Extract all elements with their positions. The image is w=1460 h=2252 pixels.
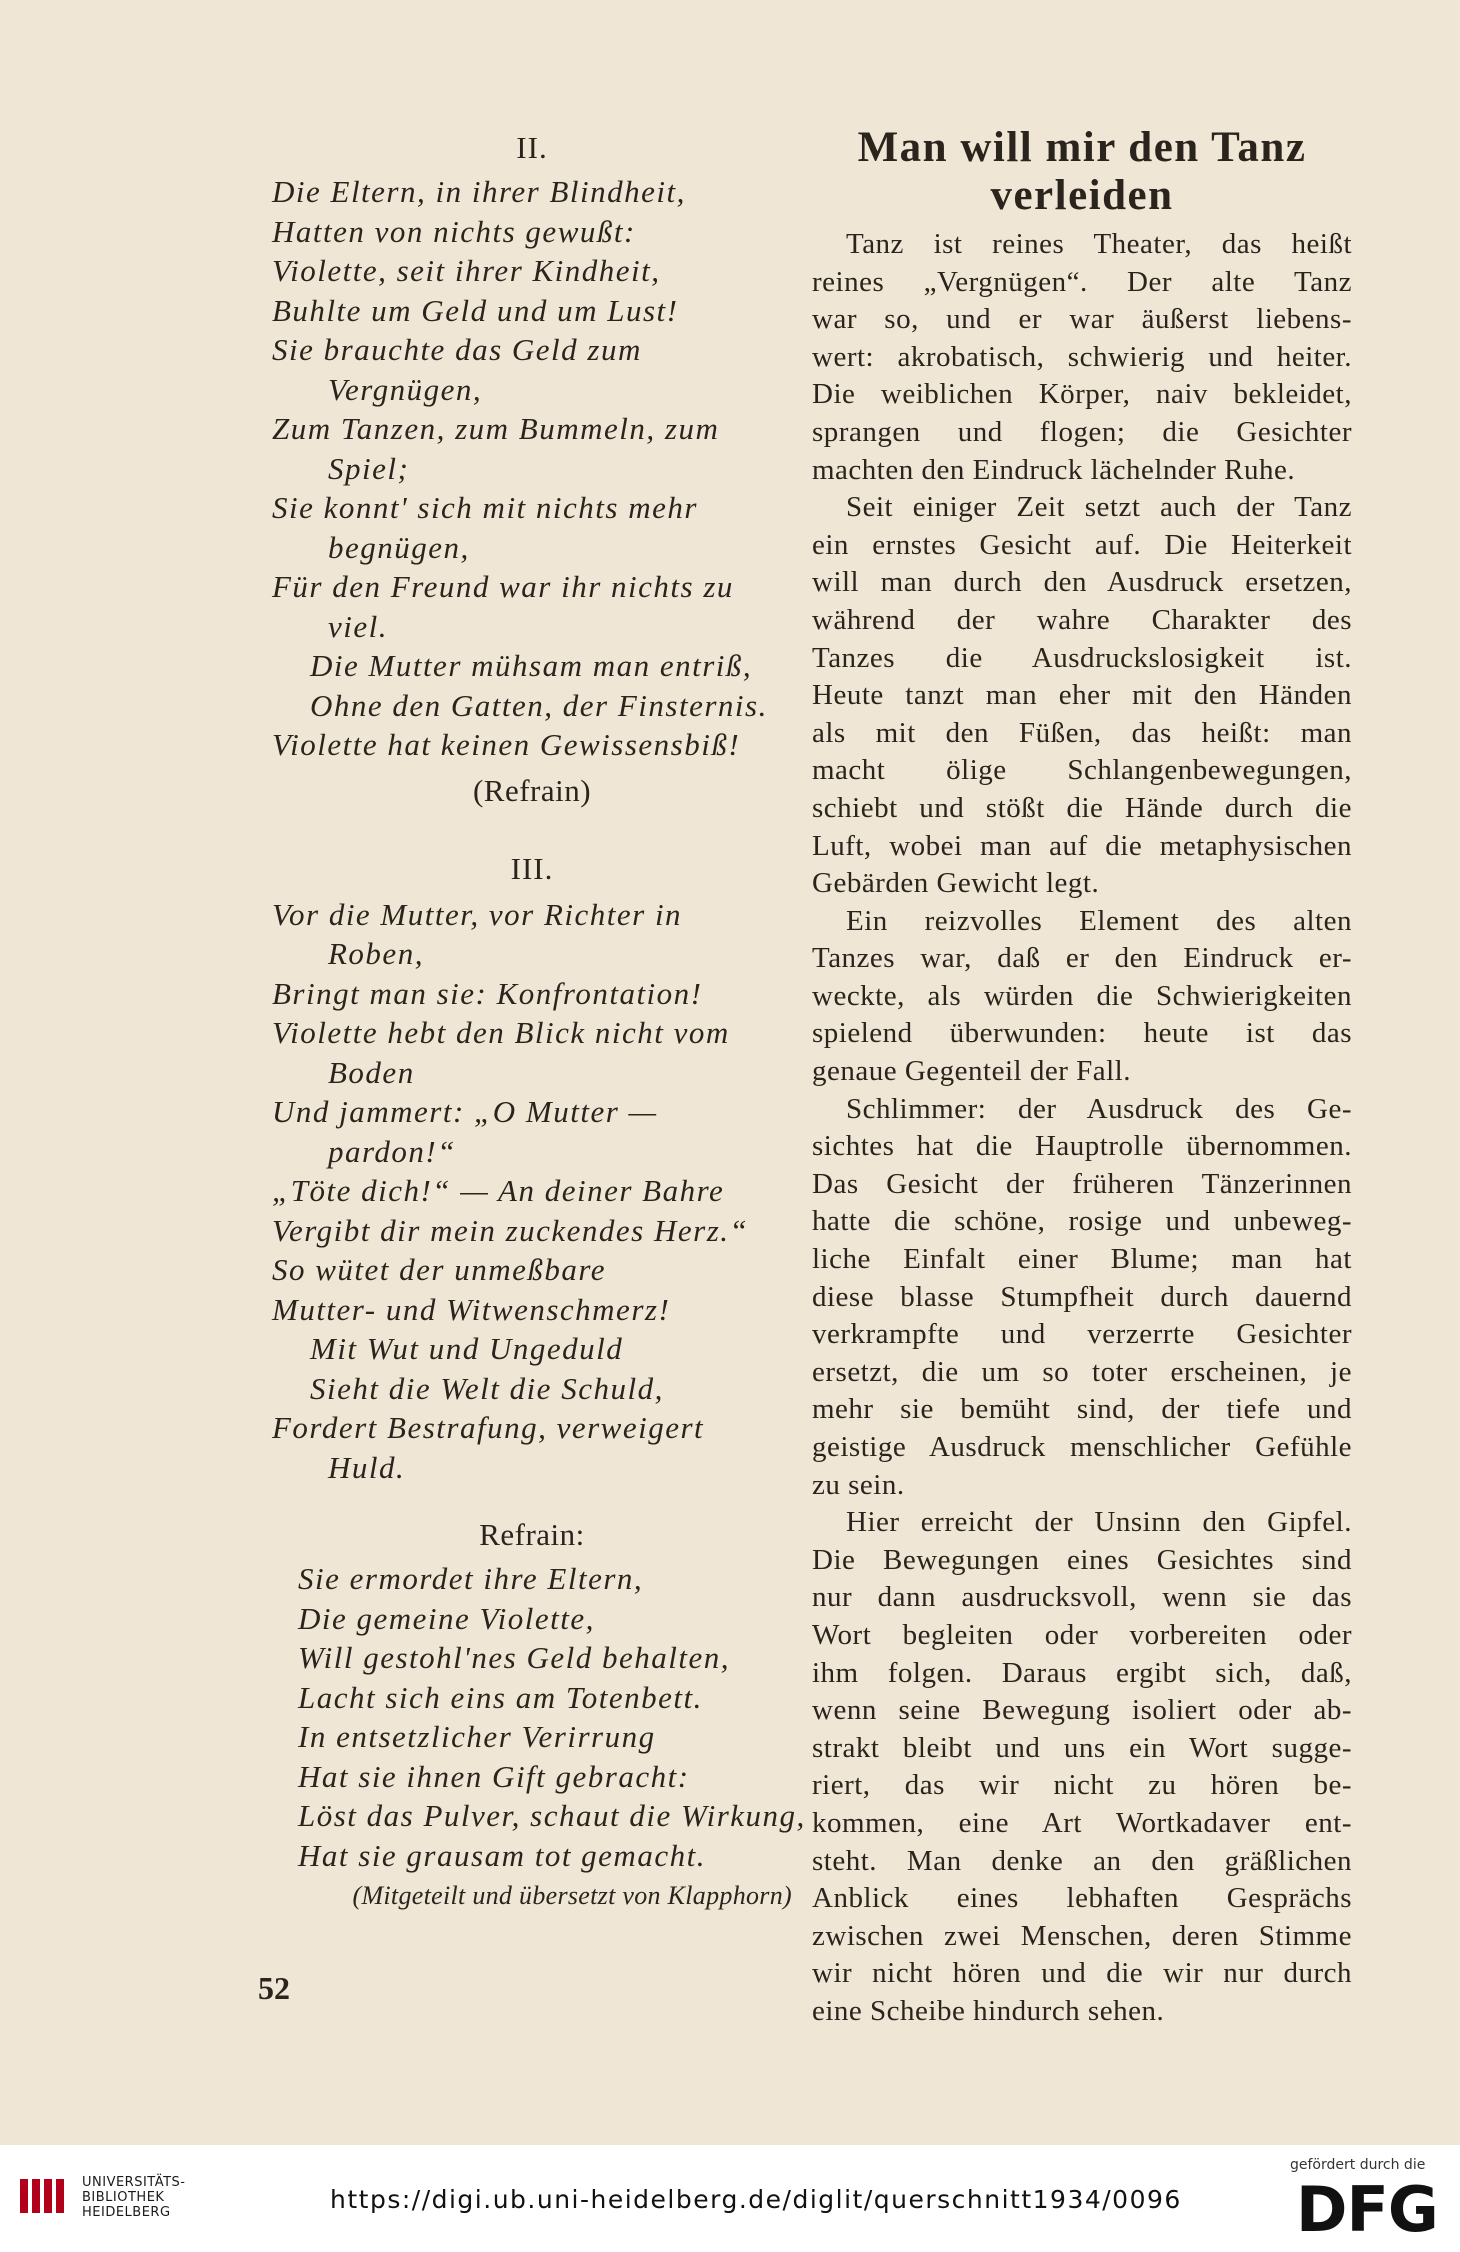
article-line: Tanz ist reines Theater, das heißt xyxy=(846,228,1352,260)
verse-line: Und jammert: „O Mutter — xyxy=(272,1094,658,1129)
article-line: zwischen zwei Menschen, deren Stimme xyxy=(812,1919,1352,1952)
article-line: weckte, als würden die Schwierigkeiten xyxy=(812,979,1352,1012)
article-line: reines „Vergnügen“. Der alte Tanz xyxy=(812,265,1352,298)
article-line: Die Bewegungen eines Gesichtes sind xyxy=(812,1543,1352,1576)
stanza-ii xyxy=(272,172,792,765)
article-line: liche Einfalt einer Blume; man hat xyxy=(812,1243,1352,1276)
verse-line: Buhlte um Geld und um Lust! xyxy=(272,292,679,328)
logo-line: HEIDELBERG xyxy=(82,2205,171,2220)
article-line: war so, und er war äußerst liebens- xyxy=(812,303,1352,336)
article-line: riert, das wir nicht zu hören be- xyxy=(812,1769,1352,1802)
article-line: Schlimmer: der Ausdruck des Ge- xyxy=(846,1092,1352,1125)
article-column xyxy=(812,124,1352,2031)
article-body xyxy=(812,226,1352,2031)
article-line: geistige Ausdruck menschlicher Gefühle xyxy=(812,1431,1352,1463)
section-heading-ii: II. xyxy=(516,130,548,165)
verse-line: Violette hat keinen Gewissensbiß! xyxy=(272,727,741,762)
article-line: ein ernstes Gesicht auf. Die Heiterkeit xyxy=(812,528,1352,561)
permalink-url[interactable]: https://digi.ub.uni-heidelberg.de/diglit/querschnitt1934/0096 xyxy=(330,2185,1182,2214)
translation-credit: (Mitgeteilt und übersetzt von Klapphorn) xyxy=(352,1881,792,1910)
article-line: wir nicht hören und die wir nur durch xyxy=(812,1957,1352,1990)
dfg-caption: gefördert durch die xyxy=(1290,2157,1426,2173)
verse-line: pardon!“ xyxy=(328,1133,456,1169)
article-line: zu sein. xyxy=(812,1468,905,1501)
article-title-line-1: Man will mir den Tanz xyxy=(857,124,1307,171)
article-line: wenn seine Bewegung isoliert oder ab- xyxy=(812,1694,1352,1727)
article-line: sprangen und flogen; die Gesichter xyxy=(812,415,1352,448)
stanza-iii xyxy=(272,895,792,1488)
article-line: Die weiblichen Körper, naiv bekleidet, xyxy=(812,378,1352,411)
article-line: Ein reizvolles Element des alten xyxy=(846,904,1352,937)
poem-column xyxy=(272,130,806,1911)
article-line: hatte die schöne, rosige und unbeweg- xyxy=(812,1205,1352,1238)
article-line: schiebt und stößt die Hände durch die xyxy=(812,791,1352,824)
verse-line: Hatten von nichts gewußt: xyxy=(272,213,636,249)
refrain-stanza xyxy=(272,1559,806,1875)
article-line: genaue Gegenteil der Fall. xyxy=(812,1055,1131,1088)
refrain-line: Hat sie ihnen Gift gebracht: xyxy=(298,1758,690,1794)
verse-line: Huld. xyxy=(328,1449,406,1485)
article-line: Seit einiger Zeit setzt auch der Tanz xyxy=(846,491,1352,524)
verse-line: Vergibt dir mein zuckendes Herz.“ xyxy=(272,1212,749,1248)
article-line: Das Gesicht der früheren Tänzerinnen xyxy=(812,1167,1352,1200)
article-line: Hier erreicht der Unsinn den Gipfel. xyxy=(846,1506,1352,1539)
verse-line: Ohne den Gatten, der Finsternis. xyxy=(310,687,768,723)
verse-line: begnügen, xyxy=(328,529,470,565)
article-line: als mit den Füßen, das heißt: man xyxy=(812,716,1352,749)
verse-line: Roben, xyxy=(328,936,424,971)
verse-line: Vergnügen, xyxy=(328,371,483,407)
verse-line: Zum Tanzen, zum Bummeln, zum xyxy=(272,411,720,446)
refrain-line: Löst das Pulver, schaut die Wirkung, xyxy=(298,1798,806,1833)
logo-line: UNIVERSITÄTS- xyxy=(82,2175,186,2190)
verse-line: viel. xyxy=(328,608,388,644)
refrain-note: (Refrain) xyxy=(472,772,592,808)
verse-line: Spiel; xyxy=(328,450,410,486)
refrain-heading: Refrain: xyxy=(479,1517,585,1552)
article-line: eine Scheibe hindurch sehen. xyxy=(812,1994,1165,2027)
verse-line: Mit Wut und Ungeduld xyxy=(310,1331,624,1366)
verse-line: Violette hebt den Blick nicht vom xyxy=(272,1015,730,1050)
verse-line: So wütet der unmeßbare xyxy=(272,1252,607,1287)
article-line: steht. Man denke an den gräßlichen xyxy=(812,1844,1352,1877)
logo-line: BIBLIOTHEK xyxy=(82,2190,165,2205)
refrain-line: Hat sie grausam tot gemacht. xyxy=(298,1837,706,1873)
article-line: ihm folgen. Daraus ergibt sich, daß, xyxy=(812,1656,1352,1689)
article-line: ersetzt, die um so toter erscheinen, je xyxy=(812,1355,1352,1388)
article-line: spielend überwunden: heute ist das xyxy=(812,1017,1352,1050)
article-line: Anblick eines lebhaften Gesprächs xyxy=(812,1882,1352,1915)
article-line: Wort begleiten oder vorbereiten oder xyxy=(812,1618,1352,1651)
university-library-name xyxy=(82,2175,186,2220)
verse-line: Bringt man sie: Konfrontation! xyxy=(272,975,703,1011)
article-title xyxy=(812,124,1352,220)
refrain-line: Die gemeine Violette, xyxy=(298,1600,595,1636)
article-line: will man durch den Ausdruck ersetzen, xyxy=(812,566,1352,599)
verse-line: Die Eltern, in ihrer Blindheit, xyxy=(272,174,686,209)
article-line: Gebärden Gewicht legt. xyxy=(812,867,1100,900)
footer-bar xyxy=(0,2145,1460,2252)
verse-line: Fordert Bestrafung, verweigert xyxy=(272,1410,705,1445)
verse-line: Sieht die Welt die Schuld, xyxy=(310,1370,664,1406)
article-line: während der wahre Charakter des xyxy=(812,603,1352,636)
article-line: Tanzes war, daß er den Eindruck er- xyxy=(812,942,1352,975)
refrain-line: Sie ermordet ihre Eltern, xyxy=(298,1561,644,1596)
article-line: diese blasse Stumpfheit durch dauernd xyxy=(812,1280,1352,1313)
article-line: kommen, eine Art Wortkadaver ent- xyxy=(812,1806,1352,1839)
verse-line: Sie brauchte das Geld zum xyxy=(272,332,642,367)
article-line: Tanzes die Ausdruckslosigkeit ist. xyxy=(812,641,1352,674)
article-title-line-2: verleiden xyxy=(990,172,1174,219)
verse-line: Für den Freund war ihr nichts zu xyxy=(272,569,734,604)
article-line: Luft, wobei man auf die metaphysischen xyxy=(812,829,1352,862)
refrain-line: In entsetzlicher Verirrung xyxy=(298,1719,656,1754)
article-line: machten den Eindruck lächelnder Ruhe. xyxy=(812,453,1296,486)
verse-line: Sie konnt' sich mit nichts mehr xyxy=(272,490,698,525)
verse-line: „Töte dich!“ — An deiner Bahre xyxy=(272,1173,725,1208)
section-heading-iii: III. xyxy=(510,850,554,886)
article-line: mehr sie bemüht sind, der tiefe und xyxy=(812,1393,1352,1426)
article-line: sichtes hat die Hauptrolle übernommen. xyxy=(812,1130,1352,1163)
article-line: Heute tanzt man eher mit den Händen xyxy=(812,679,1352,712)
article-line: nur dann ausdrucksvoll, wenn sie das xyxy=(812,1581,1352,1614)
verse-line: Violette, seit ihrer Kindheit, xyxy=(272,253,661,288)
verse-line: Die Mutter mühsam man entriß, xyxy=(310,648,753,683)
article-line: strakt bleibt und uns ein Wort sugge- xyxy=(812,1731,1352,1764)
article-line: macht ölige Schlangenbewegungen, xyxy=(812,754,1352,787)
university-library-logo-icon xyxy=(18,2171,68,2221)
refrain-line: Will gestohl'nes Geld behalten, xyxy=(298,1640,730,1675)
article-line: verkrampfte und verzerrte Gesichter xyxy=(812,1318,1352,1351)
refrain-line: Lacht sich eins am Totenbett. xyxy=(298,1679,703,1715)
verse-line: Mutter- und Witwenschmerz! xyxy=(272,1291,671,1327)
dfg-logo: DFG xyxy=(1296,2173,1438,2246)
article-line: wert: akrobatisch, schwierig und heiter. xyxy=(812,340,1352,373)
page-number: 52 xyxy=(258,1970,290,2006)
verse-line: Boden xyxy=(328,1054,415,1090)
verse-line: Vor die Mutter, vor Richter in xyxy=(272,896,683,932)
